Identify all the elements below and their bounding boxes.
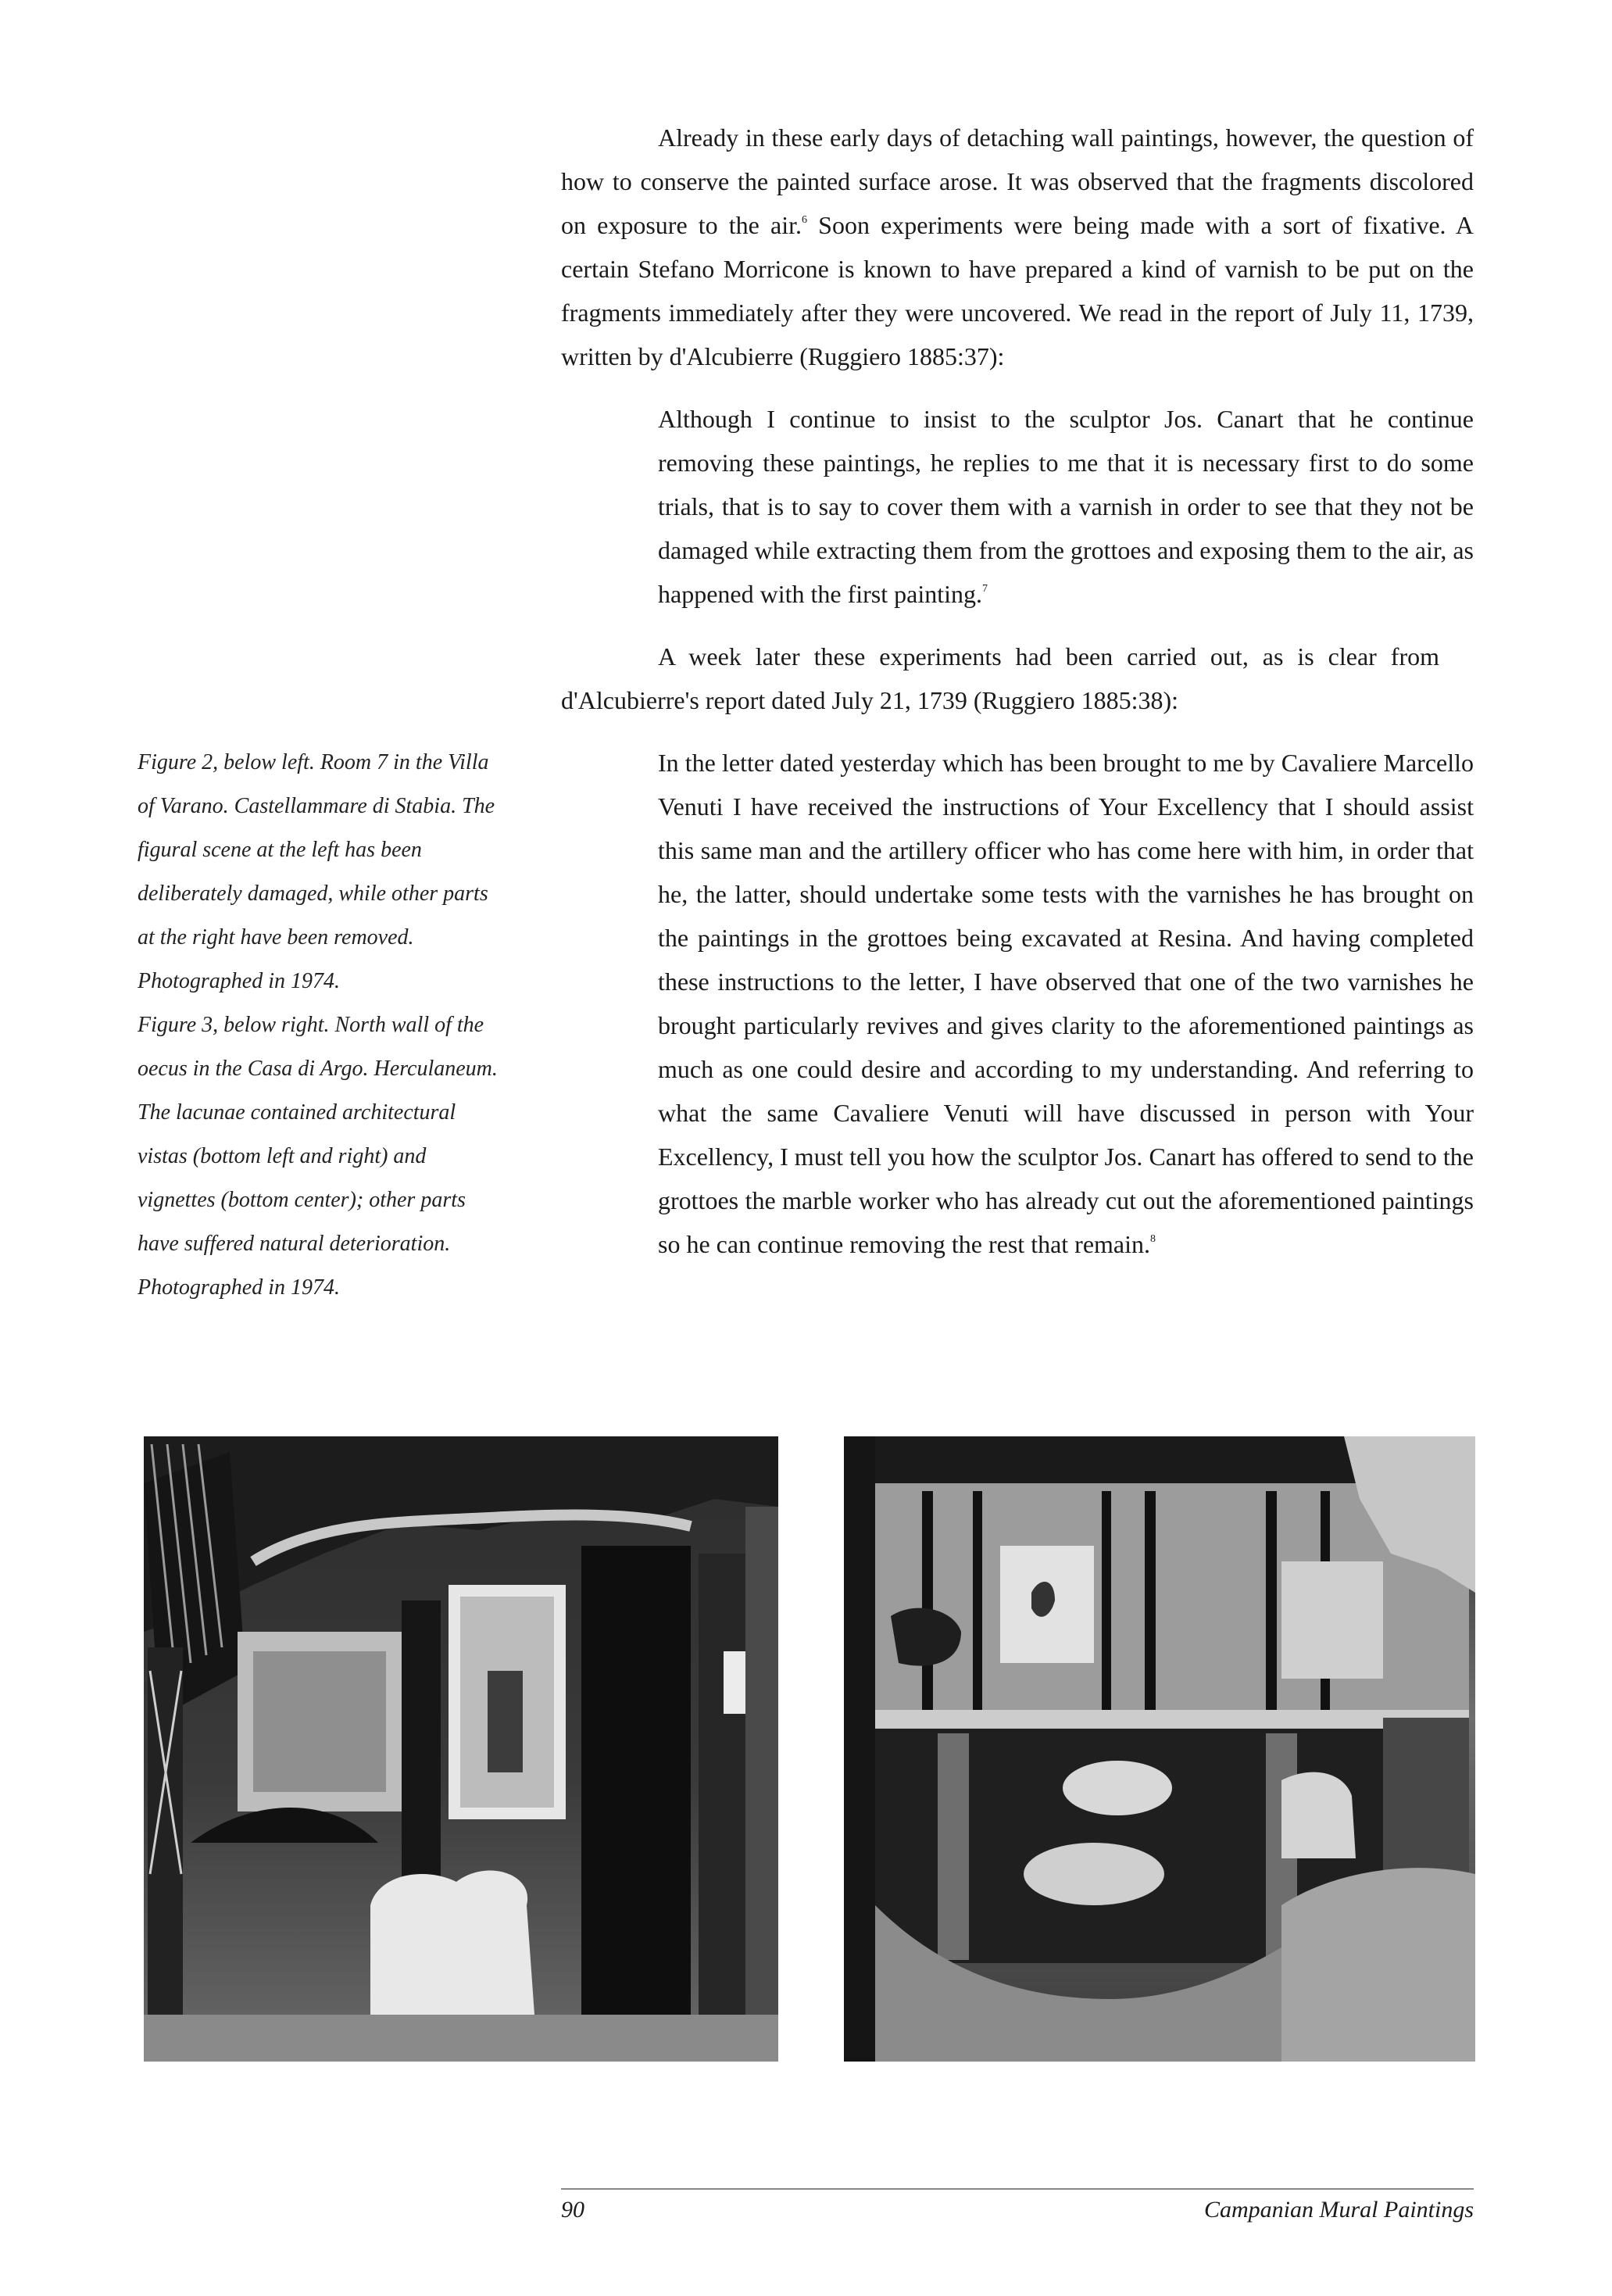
- body-paragraph-1: [561, 116, 1474, 378]
- body-paragraph-1-text-cont: Soon experiments were being made with a sort of fixative. A certain Stefano Morricone is known to have prepared a kind of varnish to be put on the fragments immediately after they were uncovered. We read in the report of July 11, 1739, written by d'Alcubierre (Ruggiero 1885:37):: [561, 211, 1474, 370]
- running-title: Campanian Mural Paintings: [1203, 2197, 1474, 2223]
- body-paragraph-2-text: A week later these experiments had been carried out, as is clear from d'Alcubierre's report dated July 21, 1739 (Ruggiero 1885:38):: [561, 642, 1439, 714]
- block-quote-2: [658, 741, 1474, 1266]
- figure-2-caption: Figure 2, below left. Room 7 in the Villa of Varano. Castellammare di Stabia. The figural scene at the left has been deliberately damaged, while other parts at the right have been removed. Photographed in 1974.: [138, 750, 495, 993]
- footnote-ref-8[interactable]: 8: [1150, 1233, 1156, 1245]
- footnote-ref-6[interactable]: 6: [802, 214, 808, 226]
- body-paragraph-2: [561, 635, 1439, 722]
- page-number: 90: [561, 2197, 584, 2223]
- figure-3-caption: Figure 3, below right. North wall of the oecus in the Casa di Argo. Herculaneum. The lacunae contained architectural vistas (bottom left and right) and vignettes (bottom center); other parts have suffered natural deterioration. Photographed in 1974.: [138, 1013, 498, 1300]
- footnote-ref-7[interactable]: 7: [982, 583, 988, 595]
- block-quote-2-text: In the letter dated yesterday which has been brought to me by Cavaliere Marcello Venuti I have received the instructions of Your Excellency that I should assist this same man and the artillery officer who has come here with him, in order that he, the latter, should undertake some tests with the varnishes he has brought on the paintings in the grottoes being excavated at Resina. And having completed these instructions to the letter, I have observed that one of the two varnishes he brought particularly revives and gives clarity to the aforementioned paintings as much as one could desire and according to my understanding. And referring to what the same Cavaliere Venuti will have discussed in person with Your Excellency, I must tell you how the sculptor Jos. Canart has offered to send to the grottoes the marble worker who has already cut out the aforementioned paintings so he can continue removing the rest that remain.: [658, 749, 1474, 1258]
- figure-3-image: [844, 1436, 1475, 2062]
- block-quote-1: [658, 397, 1474, 616]
- footer-rule: [561, 2188, 1474, 2190]
- figure-captions: [138, 741, 503, 1310]
- figure-3-photograph: [844, 1436, 1475, 2062]
- block-quote-1-text: Although I continue to insist to the sculptor Jos. Canart that he continue removing these paintings, he replies to me that it is necessary first to do some trials, that is to say to cover them with a varnish in order to see that they not be damaged while extracting them from the grottoes and exposing them to the air, as happened with the first painting.: [658, 405, 1474, 608]
- figure-2-image: [144, 1436, 778, 2062]
- figure-2-photograph: [144, 1436, 778, 2062]
- body-paragraph-1-text: Already in these early days of detaching wall paintings, however, the question of how to conserve the painted surface arose. It was observed that the fragments discolored on exposure to the air.: [561, 123, 1474, 239]
